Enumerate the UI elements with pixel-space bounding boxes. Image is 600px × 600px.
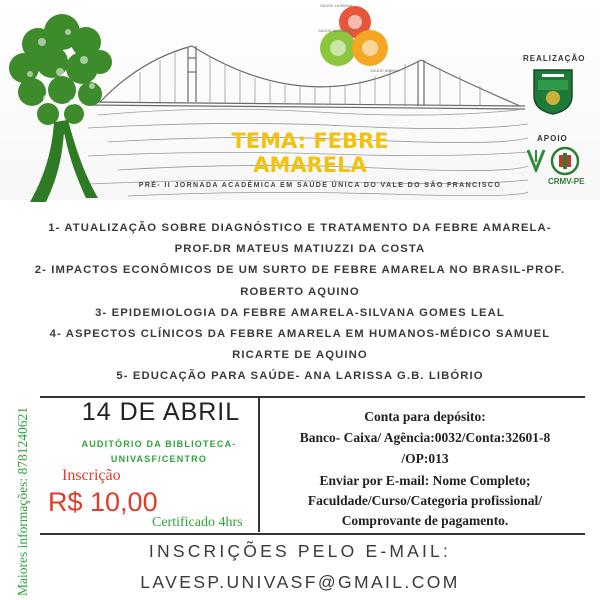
header-banner — [0, 0, 600, 200]
crmv-seal-icon — [548, 146, 582, 176]
certificate-label: Certificado 4hrs — [152, 515, 243, 530]
email-instruction-line: Comprovante de pagamento. — [341, 513, 509, 528]
deposit-line: /OP:013 — [401, 451, 449, 466]
deposit-title: Conta para depósito: — [364, 409, 486, 424]
apoio-label: APOIO — [537, 134, 568, 143]
theme-title: TEMA: FEBRE AMARELA — [231, 129, 389, 177]
contact-phone-info: Maiores informações: 8781240621 — [15, 407, 30, 596]
email-instructions — [262, 471, 588, 531]
event-date: 14 DE ABRIL — [81, 398, 241, 426]
registration-email-link[interactable]: LAVESP.UNIVASF@GMAIL.COM — [140, 572, 460, 592]
v-logo-icon — [526, 148, 546, 172]
topic-line: ROBERTO AQUINO — [240, 285, 360, 298]
inscricao-label: Inscrição — [62, 467, 121, 484]
deposit-line: Banco- Caixa/ Agência:0032/Conta:32601-8 — [299, 430, 551, 445]
topic-line: 3- EPIDEMIOLOGIA DA FEBRE AMARELA-SILVANA GOMES LEAL — [95, 306, 505, 319]
deposit-info — [262, 406, 588, 469]
one-health-label-environmental: SAÚDE AMBIENTAL — [318, 28, 356, 33]
email-instruction-line: Enviar por E-mail: Nome Completo; — [319, 473, 531, 488]
one-health-label-animal: SAÚDE ANIMAL — [370, 68, 400, 73]
realizacao-label: REALIZAÇÃO — [523, 54, 586, 63]
lavesp-seal-icon — [528, 66, 578, 116]
price: R$ 10,00 — [48, 487, 158, 517]
email-instruction-line: Faculdade/Curso/Categoria profissional/ — [307, 493, 543, 508]
crmv-label: CRMV-PE — [548, 177, 585, 186]
topic-line: 5- EDUCAÇÃO PARA SAÚDE- ANA LARISSA G.B. LIBÓRIO — [116, 370, 484, 383]
event-subtitle: PRÉ- II JORNADA ACADÊMICA EM SAÚDE ÚNICA DO VALE DO SÃO FRANCISCO — [138, 182, 502, 189]
one-health-label-human: SAÚDE HUMANA — [320, 3, 353, 8]
tree-logo — [2, 2, 122, 212]
venue-line: UNIVASF/CENTRO — [110, 454, 208, 464]
topic-line: RICARTE DE AQUINO — [232, 349, 368, 362]
event-venue — [56, 437, 262, 467]
info-bottom-divider — [40, 533, 585, 535]
topic-line: 4- ASPECTOS CLÍNICOS DA FEBRE AMARELA EM HUMANOS-MÉDICO SAMUEL — [49, 328, 551, 341]
venue-line: AUDITÓRIO DA BIBLIOTECA- — [81, 439, 237, 449]
topic-line: PROF.DR MATEUS MATIUZZI DA COSTA — [174, 243, 426, 256]
topic-line: 1- ATUALIZAÇÃO SOBRE DIAGNÓSTICO E TRATAMENTO DA FEBRE AMARELA- — [48, 222, 552, 234]
topic-line: 2- IMPACTOS ECONÔMICOS DE UM SURTO DE FEBRE AMARELA NO BRASIL-PROF. — [34, 264, 566, 277]
topics-list — [18, 218, 582, 388]
registration-email-label: INSCRIÇÕES PELO E-MAIL: — [148, 541, 452, 561]
